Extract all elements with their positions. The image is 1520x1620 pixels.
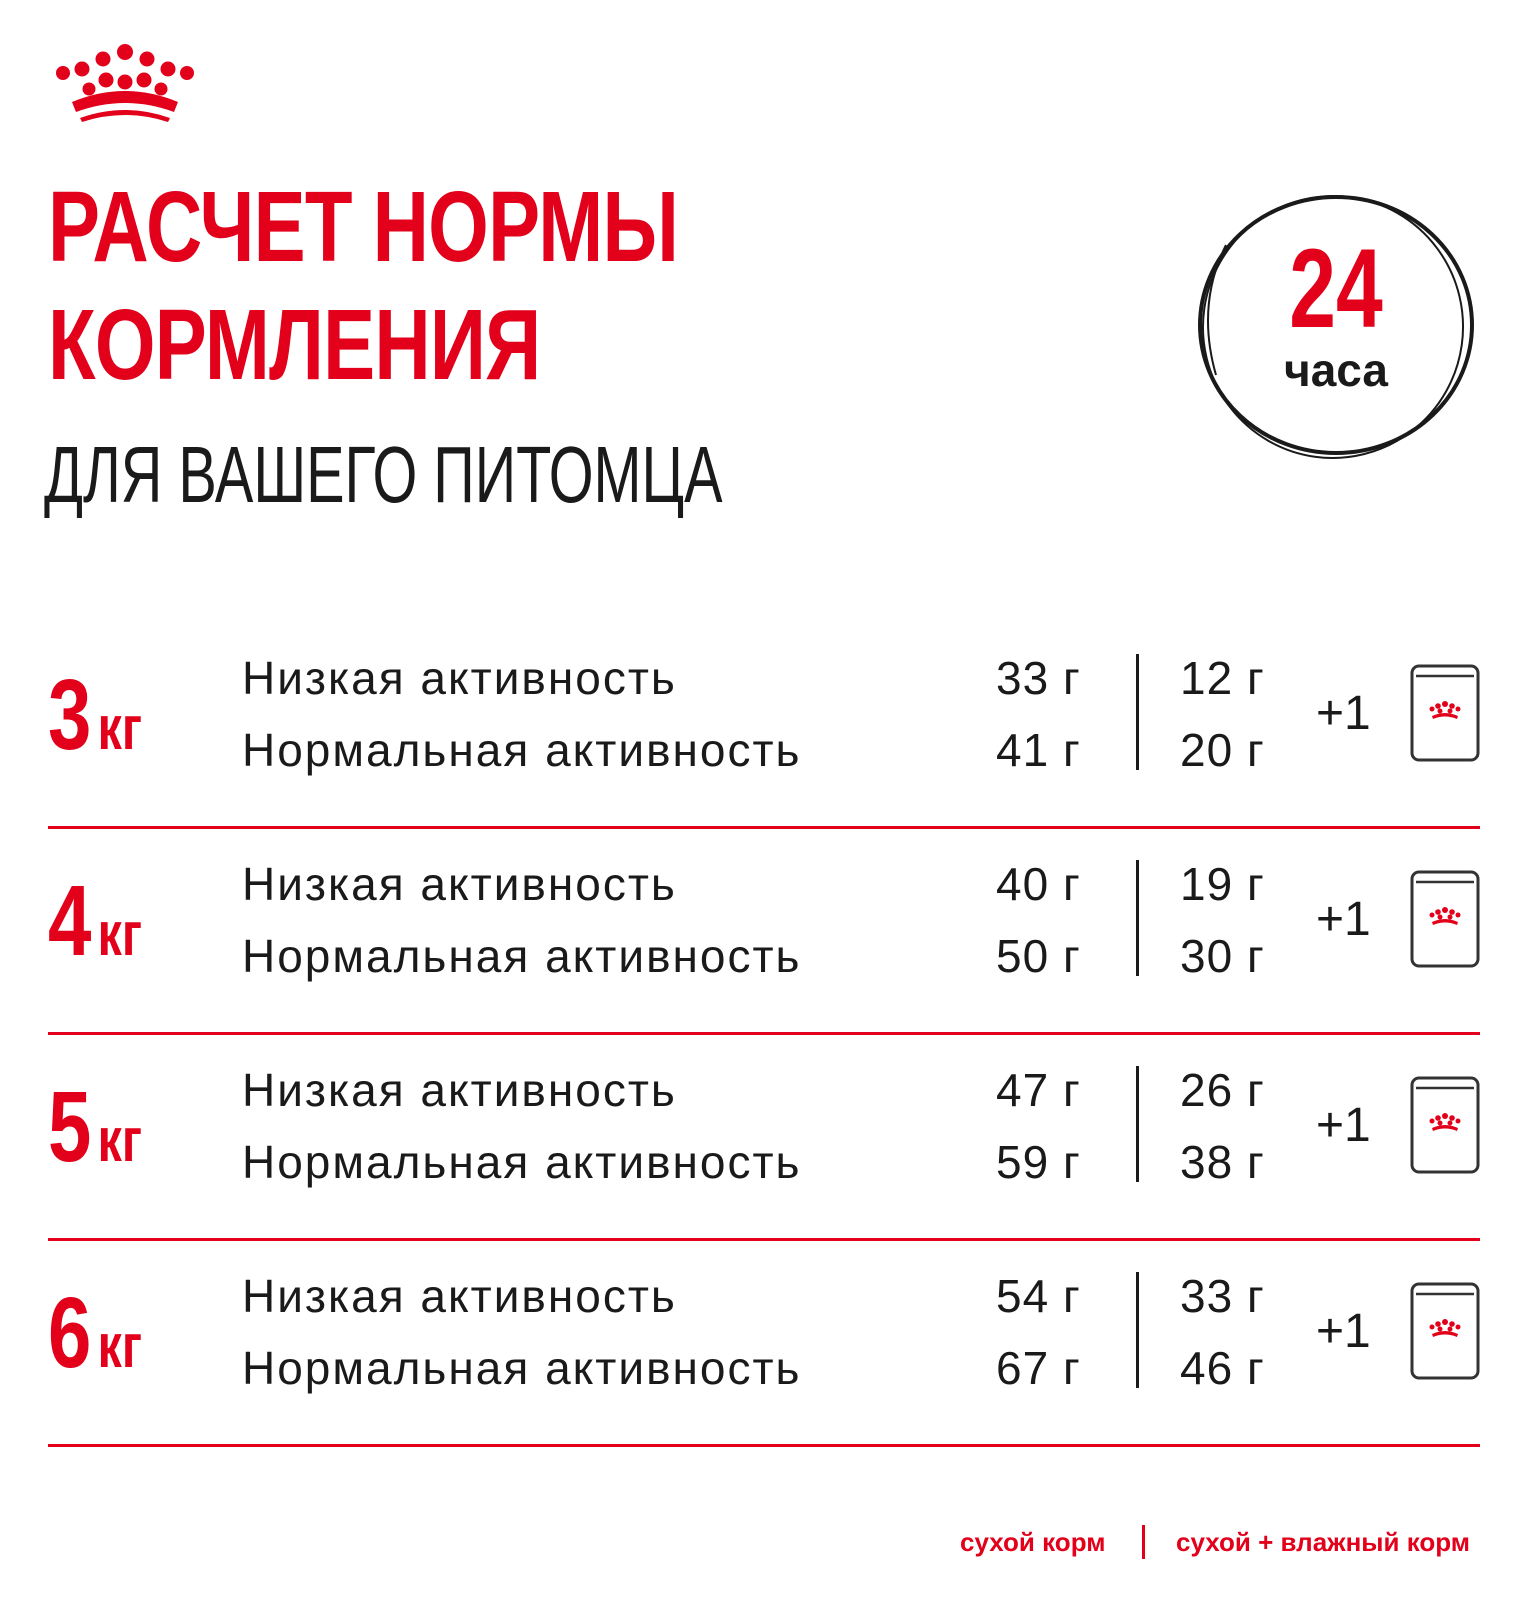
column-divider — [1136, 1066, 1139, 1182]
low-activity-label: Низкая активность — [242, 652, 677, 704]
wet-normal-value: 20 г — [1180, 724, 1265, 776]
dry-normal-value: 59 г — [996, 1136, 1081, 1188]
column-divider — [1136, 860, 1139, 976]
weight-unit: кг — [97, 694, 142, 763]
badge-number: 24 — [1289, 226, 1383, 351]
table-row — [0, 1238, 1520, 1444]
legend-divider — [1142, 1525, 1145, 1559]
plus-pouch-label: +1 — [1316, 893, 1371, 946]
legend-dry-food: сухой корм — [960, 1527, 1106, 1557]
dry-low-value: 40 г — [996, 858, 1081, 910]
normal-activity-label: Нормальная активность — [242, 1136, 802, 1188]
weight-value: 4 — [48, 865, 92, 977]
wet-normal-value: 38 г — [1180, 1136, 1265, 1188]
normal-activity-label: Нормальная активность — [242, 724, 802, 776]
wet-low-value: 33 г — [1180, 1270, 1265, 1322]
plus-pouch-label: +1 — [1316, 687, 1371, 740]
normal-activity-label: Нормальная активность — [242, 930, 802, 982]
plus-pouch-label: +1 — [1316, 1099, 1371, 1152]
badge-unit: часа — [1283, 344, 1389, 396]
wet-normal-value: 30 г — [1180, 930, 1265, 982]
weight-label — [48, 660, 142, 770]
dry-low-value: 33 г — [996, 652, 1081, 704]
dry-normal-value: 41 г — [996, 724, 1081, 776]
daily-badge — [1186, 185, 1486, 465]
crown-logo-icon — [52, 44, 198, 124]
weight-unit: кг — [97, 1312, 142, 1381]
dry-normal-value: 67 г — [996, 1342, 1081, 1394]
low-activity-label: Низкая активность — [242, 858, 677, 910]
weight-label — [48, 1278, 142, 1388]
normal-activity-label: Нормальная активность — [242, 1342, 802, 1394]
pouch-icon — [1410, 1282, 1480, 1380]
weight-value: 5 — [48, 1071, 92, 1183]
legend-mixed-food: сухой + влажный корм — [1176, 1527, 1471, 1557]
pouch-icon — [1410, 1076, 1480, 1174]
column-divider — [1136, 1272, 1139, 1388]
page-subtitle: ДЛЯ ВАШЕГО ПИТОМЦА — [44, 430, 723, 519]
weight-unit: кг — [97, 1106, 142, 1175]
dry-normal-value: 50 г — [996, 930, 1081, 982]
column-divider — [1136, 654, 1139, 770]
pouch-icon — [1410, 870, 1480, 968]
wet-low-value: 12 г — [1180, 652, 1265, 704]
pouch-icon — [1410, 664, 1480, 762]
dry-low-value: 54 г — [996, 1270, 1081, 1322]
wet-low-value: 19 г — [1180, 858, 1265, 910]
page-title — [48, 168, 678, 404]
title-line-2: КОРМЛЕНИЯ — [48, 289, 541, 401]
table-row — [0, 826, 1520, 1032]
weight-unit: кг — [97, 900, 142, 969]
table-row — [0, 620, 1520, 826]
row-separator — [48, 1444, 1480, 1447]
weight-value: 3 — [48, 659, 92, 771]
dry-low-value: 47 г — [996, 1064, 1081, 1116]
wet-normal-value: 46 г — [1180, 1342, 1265, 1394]
table-row — [0, 1032, 1520, 1238]
weight-label — [48, 1072, 142, 1182]
low-activity-label: Низкая активность — [242, 1270, 677, 1322]
plus-pouch-label: +1 — [1316, 1305, 1371, 1358]
weight-label — [48, 866, 142, 976]
low-activity-label: Низкая активность — [242, 1064, 677, 1116]
weight-value: 6 — [48, 1277, 92, 1389]
wet-low-value: 26 г — [1180, 1064, 1265, 1116]
title-line-1: РАСЧЕТ НОРМЫ — [48, 171, 679, 283]
